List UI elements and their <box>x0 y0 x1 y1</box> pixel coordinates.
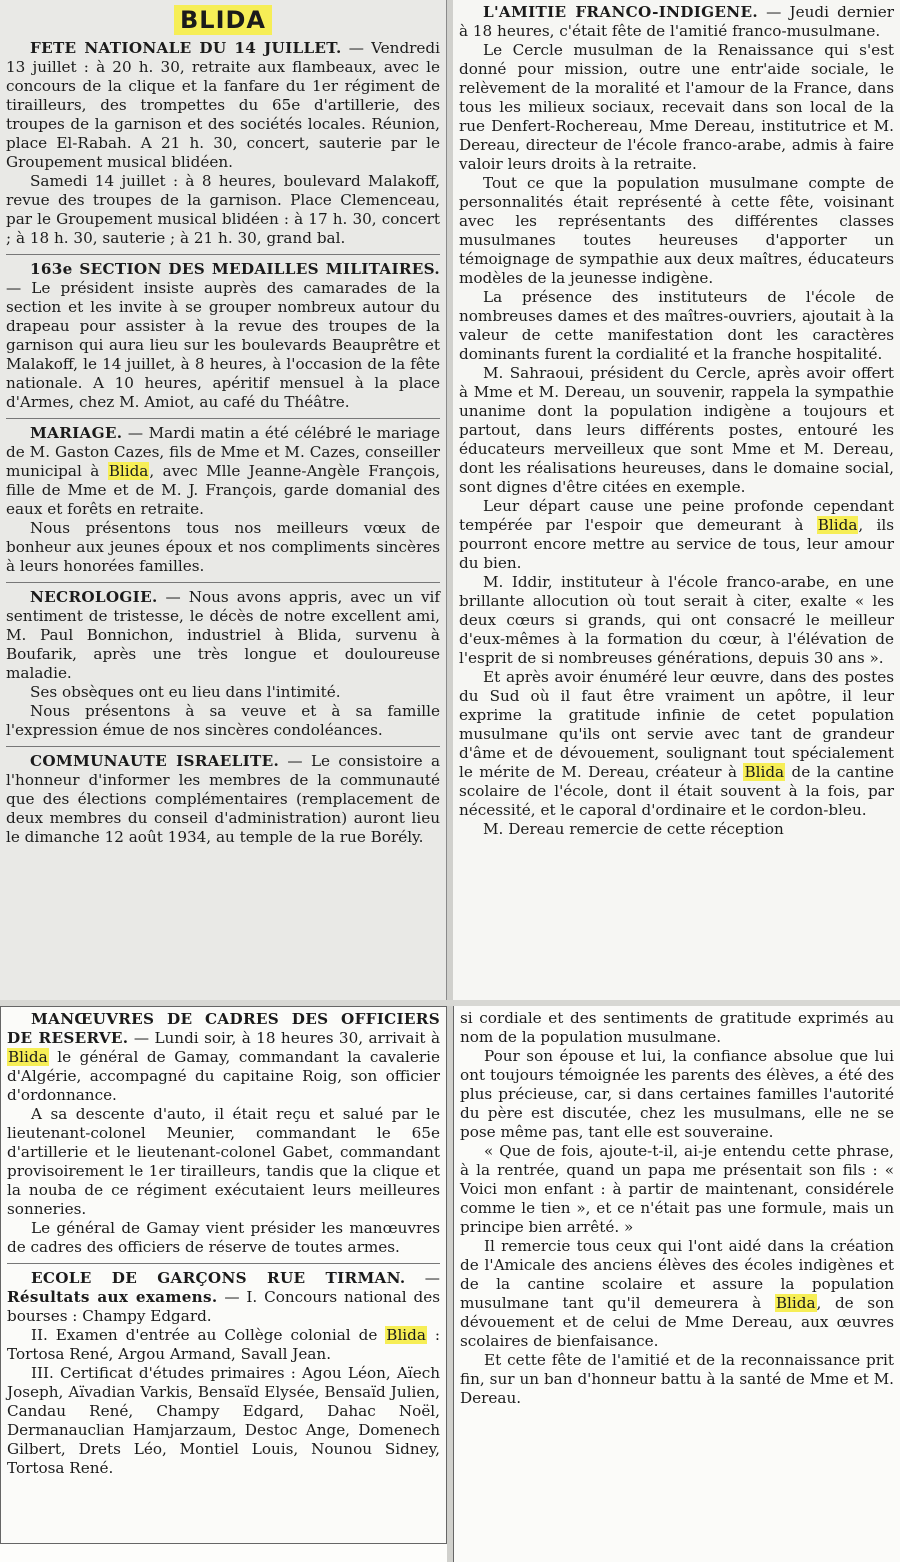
article-manoeuvres: MANŒUVRES DE CADRES DES OFFICIERS DE RESERVE. — Lundi soir, à 18 heures 30, arrivait à Blida le général de Gamay, commandant la cavalerie d'Algérie, accompagné du capitaine Roig, son officier d'ordonnance. A sa descente d'auto, il était reçu et salué par le lieutenant-colonel Meunier, commandant le 65e d'artillerie et le lieutenant-colonel Gabet, commandant provisoirement le 1er tirailleurs, tandis que la clique et la nouba de ce régiment exécutaient leurs meilleures sonneries. Le général de Gamay vient présider les manœuvres de cadres des officiers de réserve de toutes armes. <box>7 1010 441 1256</box>
column-top-left <box>0 0 447 1000</box>
column-bottom-right <box>453 1006 900 1562</box>
masthead-title: BLIDA <box>174 5 272 35</box>
mariage-p1a: Mardi matin a été célébré le mariage de M. Gaston Cazes, fils de Mme et M. Cazes, conseiller municipal à <box>6 424 440 480</box>
blida-highlight: Blida <box>817 516 858 534</box>
article-medailles: 163e SECTION DES MEDAILLES MILITAIRES. — Le président insiste auprès des camarades de la section et les invite à se grouper nombreux autour du drapeau pour assister à la revue des troupes de la garnison qui aura lieu sur les boulevards Beauprêtre et Malakoff, le 14 juillet, à 8 heures, à l'occasion de la fête nationale. A 10 heures, apéritif mensuel à la place d'Armes, chez M. Amiot, au café du Théâtre. <box>6 260 441 411</box>
article-mariage: MARIAGE. — Mardi matin a été célébré le mariage de M. Gaston Cazes, fils de Mme et M. Cazes, conseiller municipal à Blida, avec Mlle Jeanne-Angèle François, fille de Mme et de M. J. François, garde domanial des eaux et forêts en retraite. Nous présentons tous nos meilleurs vœux de bonheur aux jeunes époux et nos compliments sincères à leurs honorées familles. <box>6 424 441 575</box>
manoeuvres-p3: Le général de Gamay vient présider les manœuvres de cadres des officiers de réserve de toutes armes. <box>7 1219 440 1256</box>
amitie-p5: M. Sahraoui, président du Cercle, après avoir offert à Mme et M. Dereau, un souvenir, rappela la sympathie unanime dont la population indigène a toujours et partout, dans leurs différents postes, entouré les éducateurs merveilleux que sont Mme et M. Dereau, dont les réalisations heureuses, dans le domaine social, sont dignes d'être citées en exemple. <box>459 364 894 496</box>
amitie-p4: La présence des instituteurs de l'école de nombreuses dames et des maîtres-ouvriers, ajoutait à la valeur de cette manifestation dont les caractères dominants furent la cordialité et la franche hospitalité. <box>459 288 894 363</box>
headline-mariage: MARIAGE. <box>30 424 123 442</box>
column-bottom-left <box>0 1006 447 1544</box>
article-fete-nationale: FETE NATIONALE DU 14 JUILLET. — Vendredi 13 juillet : à 20 h. 30, retraite aux flambeaux, avec le concours de la clique et la fanfare du 1er régiment de tirailleurs, des trompettes du 65e d'artillerie, des troupes de la garnison et des sociétés locales. Réunion, place El-Rabah. A 21 h. 30, concert, sauterie par le Groupement musical blidéen. Samedi 14 juillet : à 8 heures, boulevard Malakoff, revue des troupes de la garnison. Place Clemenceau, par le Groupement musical blidéen : à 17 h. 30, concert ; à 18 h. 30, sauterie ; à 21 h. 30, grand bal. <box>6 39 441 247</box>
necrologie-p1: Nous avons appris, avec un vif sentiment de tristesse, le décès de notre excellent ami, M. Paul Bonnichon, industriel à Blida, survenu à Boufarik, après une très longue et douloureuse maladie. <box>6 588 440 682</box>
manoeuvres-p1a: Lundi soir, à 18 heures 30, arrivait à <box>154 1029 441 1047</box>
necrologie-p3: Nous présentons à sa veuve et à sa famille l'expression émue de nos sincères condoléances. <box>6 702 440 739</box>
amitie-cont-p4a: Il remercie tous ceux qui l'ont aidé dans la création de l'Amicale des anciens élèves des écoles indigènes et de la cantine scolaire et assure la population musulmane tant qu'il demeurera à <box>460 1237 894 1312</box>
medailles-p1: Le président insiste auprès des camarades de la section et les invite à se grouper nombreux autour du drapeau pour assister à la revue des troupes de la garnison qui aura lieu sur les boulevards Beauprêtre et Malakoff, le 14 juillet, à 8 heures, à l'occasion de la fête nationale. A 10 heures, apéritif mensuel à la place d'Armes, chez M. Amiot, au café du Théâtre. <box>6 279 441 411</box>
amitie-cont-p5: Et cette fête de l'amitié et de la reconnaissance prit fin, sur un ban d'honneur battu à la santé de Mme et M. Dereau. <box>460 1351 894 1407</box>
ecole-p2a: II. Examen d'entrée au Collège colonial de <box>31 1326 378 1344</box>
divider <box>6 746 440 747</box>
necrologie-p2: Ses obsèques ont eu lieu dans l'intimité. <box>30 683 341 701</box>
ecole-p3: III. Certificat d'études primaires : Agou Léon, Aïech Joseph, Aïvadian Varkis, Bensaïd Elysée, Bensaïd Julien, Candau René, Champy Edgard, Dahac Noël, Dermanauclian Hamjarzaum, Destoc Ange, Domenech Gilbert, Drets Léo, Montiel Louis, Nounou Sidney, Tortosa René. <box>7 1364 440 1477</box>
masthead <box>6 5 440 35</box>
headline-necrologie: NECROLOGIE. <box>30 588 158 606</box>
amitie-cont-p1: si cordiale et des sentiments de gratitude exprimés au nom de la population musulmane. <box>460 1009 894 1046</box>
blida-highlight: Blida <box>744 763 785 781</box>
blida-highlight: Blida <box>775 1294 816 1312</box>
fete-p2: Samedi 14 juillet : à 8 heures, boulevard Malakoff, revue des troupes de la garnison. Place Clemenceau, par le Groupement musical blidéen : à 17 h. 30, concert ; à 18 h. 30, sauterie ; à 21 h. 30, grand bal. <box>6 172 440 247</box>
amitie-p9: M. Dereau remercie de cette réception <box>483 820 784 838</box>
headline-manoeuvres: MANŒUVRES DE CADRES DES OFFICIERS DE RESERVE. <box>7 1010 440 1047</box>
mariage-p1b: , avec Mlle Jeanne-Angèle François, fille de Mme et de M. J. François, garde domanial des eaux et forêts en retraite. <box>6 462 441 518</box>
blida-highlight: Blida <box>386 1326 426 1344</box>
amitie-p3: Tout ce que la population musulmane compte de personnalités était représenté à cette fête, voisinant avec les représentants des différentes classes musulmanes toutes heureuses d'apporter un témoignage de sympathie aux deux maîtres, éducateurs modèles de la jeunesse indigène. <box>459 174 894 287</box>
amitie-cont-p2: Pour son épouse et lui, la confiance absolue que lui ont toujours témoignée les parents des élèves, a été des plus précieuse, car, si dans certaines familles l'autorité du père est discutée, chez les musulmans, elle ne se pose même pas, tant elle est souveraine. <box>460 1047 894 1141</box>
headline-israelite: COMMUNAUTE ISRAELITE. <box>30 752 280 770</box>
divider <box>6 418 440 419</box>
blida-highlight: Blida <box>108 462 149 480</box>
amitie-p1: Jeudi dernier à 18 heures, c'était fête de l'amitié franco-musulmane. <box>459 3 895 40</box>
subheadline-ecole: Résultats aux examens. <box>7 1288 218 1306</box>
headline-fete: FETE NATIONALE DU 14 JUILLET. <box>30 39 342 57</box>
amitie-p7: M. Iddir, instituteur à l'école franco-arabe, en une brillante allocution où tout serait à citer, exalte « les deux cœurs si grands, qui ont consacré le meilleur d'eux-mêmes à la formation du cœur, à l'élévation de l'esprit de si nombreuses générations, depuis 30 ans ». <box>459 573 894 667</box>
ecole-p2b: : Tortosa René, Argou Armand, Savall Jean. <box>7 1326 441 1363</box>
manoeuvres-p2: A sa descente d'auto, il était reçu et salué par le lieutenant-colonel Meunier, commandant le 65e d'artillerie et le lieutenant-colonel Gabet, commandant provisoirement le 1er tirailleurs, tandis que la clique et la nouba de ce régiment exécutaient leurs meilleures sonneries. <box>7 1105 440 1218</box>
amitie-p8a: Et après avoir énuméré leur œuvre, dans des postes du Sud où il faut être vraiment un apôtre, il leur exprime la gratitude infinie de cetet population musulmane qu'ils ont servie avec tant de grandeur d'âme et de dévouement, soulignant tout spécialement le mérite de M. Dereau, créateur à <box>459 668 894 781</box>
amitie-p2: Le Cercle musulman de la Renaissance qui s'est donné pour mission, outre une entr'aide sociale, le relèvement de la moralité et l'amour de la France, dans tous les milieux sociaux, recevait dans son local de la rue Denfert-Rochereau, Mme Dereau, institutrice et M. Dereau, directeur de l'école franco-arabe, admis à faire valoir leurs droits à la retraite. <box>459 41 894 173</box>
divider <box>7 1263 440 1264</box>
fete-p1: Vendredi 13 juillet : à 20 h. 30, retraite aux flambeaux, avec le concours de la clique et la fanfare du 1er régiment de tirailleurs, des trompettes du 65e d'artillerie, des troupes de la garnison et des sociétés locales. Réunion, place El-Rabah. A 21 h. 30, concert, sauterie par le Groupement musical blidéen. <box>6 39 441 171</box>
headline-medailles: 163e SECTION DES MEDAILLES MILITAIRES. <box>30 260 440 278</box>
article-israelite: COMMUNAUTE ISRAELITE. — Le consistoire a l'honneur d'informer les membres de la communauté que des élections complémentaires (remplacement de deux membres du conseil d'administration) auront lieu le dimanche 12 août 1934, au temple de la rue Borély. <box>6 752 440 846</box>
amitie-p6b: , ils pourront encore mettre au service de tous, leur amour du bien. <box>459 516 895 572</box>
ecole-p1: I. Concours national des bourses : Champy Edgard. <box>7 1288 441 1325</box>
mariage-p2: Nous présentons tous nos meilleurs vœux de bonheur aux jeunes époux et nos compliments sincères à leurs honorées familles. <box>6 519 440 575</box>
amitie-cont-p4b: , de son dévouement et de celui de Mme Dereau, aux œuvres scolaires de bienfaisance. <box>460 1294 894 1350</box>
israelite-p1: Le consistoire a l'honneur d'informer les membres de la communauté que des élections complémentaires (remplacement de deux membres du conseil d'administration) auront lieu le dimanche 12 août 1934, au temple de la rue Borély. <box>6 752 440 846</box>
article-necrologie: NECROLOGIE. — Nous avons appris, avec un vif sentiment de tristesse, le décès de notre excellent ami, M. Paul Bonnichon, industriel à Blida, survenu à Boufarik, après une très longue et douloureuse maladie. Ses obsèques ont eu lieu dans l'intimité. Nous présentons à sa veuve et à sa famille l'expression émue de nos sincères condoléances. <box>6 588 440 739</box>
headline-ecole: ECOLE DE GARÇONS RUE TIRMAN. <box>31 1269 406 1287</box>
column-top-right <box>453 0 900 1000</box>
divider <box>6 254 440 255</box>
amitie-p6a: Leur départ cause une peine profonde cependant tempérée par l'espoir que demeurant à <box>459 497 894 534</box>
amitie-p8b: de la cantine scolaire de l'école, dont il était souvent à la fois, par nécessité, et le caporal d'ordinaire et le cordon-bleu. <box>459 763 894 819</box>
amitie-cont-p3: « Que de fois, ajoute-t-il, ai-je entendu cette phrase, à la rentrée, quand un papa me présentait son fils : « Voici mon enfant : à partir de maintenant, considérele comme le tien », et ce n'était pas une formule, mais un principe bien arrêté. » <box>460 1142 894 1236</box>
article-ecole: ECOLE DE GARÇONS RUE TIRMAN. — Résultats aux examens. — I. Concours national des bourses : Champy Edgard. II. Examen d'entrée au Collège colonial de Blida : Tortosa René, Argou Armand, Savall Jean. III. Certificat d'études primaires : Agou Léon, Aïech Joseph, Aïvadian Varkis, Bensaïd Elysée, Bensaïd Julien, Candau René, Champy Edgard, Dahac Noël, Dermanauclian Hamjarzaum, Destoc Ange, Domenech Gilbert, Drets Léo, Montiel Louis, Nounou Sidney, Tortosa René. <box>7 1269 441 1477</box>
manoeuvres-p1b: le général de Gamay, commandant la cavalerie d'Algérie, accompagné du capitaine Roig, son officier d'ordonnance. <box>7 1048 441 1104</box>
article-amitie: L'AMITIE FRANCO-INDIGENE. — Jeudi dernier à 18 heures, c'était fête de l'amitié franco-musulmane. Le Cercle musulman de la Renaissance qui s'est donné pour mission, outre une entr'aide sociale, le relèvement de la moralité et l'amour de la France, dans tous les milieux sociaux, recevait dans son local de la rue Denfert-Rochereau, Mme Dereau, institutrice et M. Dereau, directeur de l'école franco-arabe, admis à faire valoir leurs droits à la retraite. Tout ce que la population musulmane compte de personnalités était représenté à cette fête, voisinant avec les représentants des différentes classes musulmanes toutes heureuses d'apporter un témoignage de sympathie aux deux maîtres, éducateurs modèles de la jeunesse indigène. La présence des instituteurs de l'école de nombreuses dames et des maîtres-ouvriers, ajoutait à la valeur de cette manifestation dont les caractères dominants furent la cordialité et la franche hospitalité. M. Sahraoui, président du Cercle, après avoir offert à Mme et M. Dereau, un souvenir, rappela la sympathie unanime dont la population indigène a toujours et partout, dans leurs différents postes, entouré les éducateurs merveilleux que sont Mme et M. Dereau, dont les réalisations heureuses, dans le domaine social, sont dignes d'être citées en exemple. Leur départ cause une peine profonde cependant tempérée par l'espoir que demeurant à Blida, ils pourront encore mettre au service de tous, leur amour du bien. M. Iddir, instituteur à l'école franco-arabe, en une brillante allocution où tout serait à citer, exalte « les deux cœurs si grands, qui ont consacré le meilleur d'eux-mêmes à la formation du cœur, à l'élévation de l'esprit de si nombreuses générations, depuis 30 ans ». Et après avoir énuméré leur œuvre, dans des postes du Sud où il faut être vraiment un apôtre, il leur exprime la gratitude infinie de cetet population musulmane qu'ils ont servie avec tant de grandeur d'âme et de dévouement, soulignant tout spécialement le mérite de M. Dereau, créateur à Blida de la cantine scolaire de l'école, dont il était souvent à la fois, par nécessité, et le caporal d'ordinaire et le cordon-bleu. M. Dereau remercie de cette réception <box>459 3 895 838</box>
divider <box>6 582 440 583</box>
headline-amitie: L'AMITIE FRANCO-INDIGENE. <box>483 3 758 21</box>
blida-highlight: Blida <box>8 1048 48 1066</box>
article-amitie-continued <box>460 1009 894 1408</box>
